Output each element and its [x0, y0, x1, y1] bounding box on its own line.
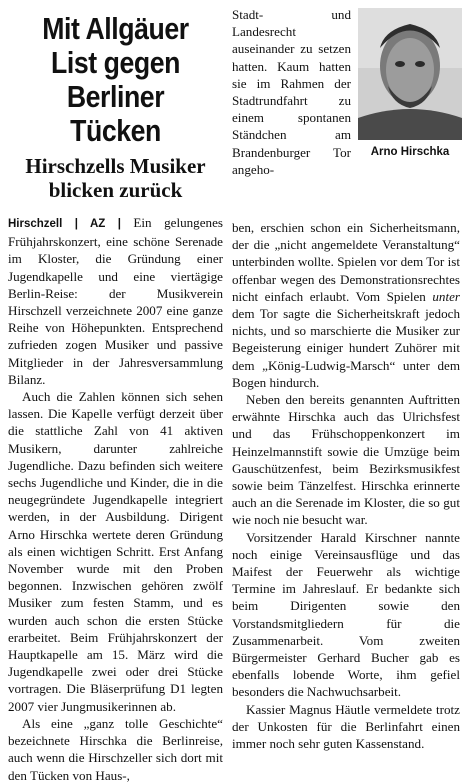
portrait-photo: [358, 8, 462, 140]
paragraph-2: Auch die Zahlen können sich sehen lassen. Die Kapelle verfügt derzeit über die stattliche Zahl von 41 aktiven Musikern, darunter zahlreiche Jugendliche. Dazu befinden sich weitere sechs Jugendliche und Kinder, die in die neugegründete Jugendkapelle integriert werden, in der Ausbildung. Dirigent Arno Hirschka wertete deren Gründung als einen wichtigen Schritt. Erst Anfang November wurde mit den Proben begonnen. Inzwischen gehören zwölf Musiker zum festen Stamm, und es wurden auch schon die ersten Stücke erarbeitet. Beim Frühjahrskonzert der Hauptkapelle am 15. März wird die Jugendkapelle zwei oder drei Stücke vortragen. Die Bläserprüfung D1 legten 2007 vier Jungmusikerinnen ab.: [8, 389, 223, 714]
paragraph-4: [232, 219, 460, 391]
paragraph-4-emphasis: unter: [432, 288, 460, 304]
paragraph-4-pre: ben, erschien schon ein Sicherheitsmann, der die „nicht angemeldete Veranstaltung“ unterbinden wollte. Spielen vor dem Tor ist offenbar wegen des Demonstrationsrechtes nicht einfach erlaubt. Vom Spielen: [232, 220, 460, 304]
article-body-left: [8, 214, 223, 784]
left-column: [8, 12, 223, 784]
paragraph-3: Als eine „ganz tolle Geschichte“ bezeichnete Hirschka die Berlinreise, auch wenn die Hirschzeller sich dort mit den Tücken von Haus-,: [8, 715, 223, 783]
headline-line-3: Berliner Tücken: [66, 79, 165, 148]
paragraph-1: [8, 214, 223, 388]
headline-line-1: Mit Allgäuer: [42, 11, 189, 46]
paragraph-5: Neben den bereits genannten Auftritten erwähnte Hirschka auch das Ulrichsfest und das Frühschoppenkonzert im Heinzelmannstift sowie die Umzüge beim Gauschützenfest, beim Bezirksmusikfest sowie beim Tänzelfest. Hirschka erinnerte auch an die Serenade im Kloster, die so gut wie noch nie besucht war.: [232, 392, 460, 528]
paragraph-3-continued: Stadt- und Landesrecht auseinander zu setzen hatten. Kaum hatten sie im Rahmen der Stadtrundfahrt zu einem spontanen Ständchen am Brandenburger Tor angeho-: [232, 7, 351, 177]
article-subheadline: [8, 154, 223, 202]
article-headline: [23, 12, 208, 148]
headline-line-2: List gegen: [50, 45, 180, 80]
photo-caption: Arno Hirschka: [370, 146, 450, 158]
article-body-right: [232, 219, 460, 752]
middle-column: [232, 6, 351, 178]
paragraph-4-post: dem Tor sagte die Sicherheitskraft jedoch nichts, und so marschierte die Musiker zur Begeisterung einiger hundert Zuhörer mit dem „König-Ludwig-Marsch“ unter dem Bogen hindurch.: [232, 306, 460, 390]
subheadline-line-2: blicken zurück: [48, 178, 183, 202]
dateline: Hirschzell | AZ |: [8, 218, 121, 230]
paragraph-1-text: Ein gelungenes Frühjahrskonzert, eine schöne Serenade im Kloster, die Gründung einer Jugendkapelle und eine viertägige Berlin-Reise: der Musikverein Hirschzell verzeichnete 2007 eine ganze Reihe von Höhepunkten. Entsprechend zufrieden zogen Musiker und passive Mitglieder in der Jahresversammlung Bilanz.: [8, 215, 223, 387]
paragraph-6: Vorsitzender Harald Kirschner nannte noch einige Vereinsausflüge und das Maifest der Feuerwehr als wichtige Termine im Jahreslauf. Er bedankte sich beim Dirigenten sowie den Vorstandsmitgliedern für die Zusammenarbeit. Vom zweiten Bürgermeister Gerhard Bucher gab es ebenfalls lobende Worte, ihm gefiel besonders die Nachwuchsarbeit.: [232, 529, 460, 700]
right-column: [232, 219, 460, 752]
photo-block: [358, 8, 462, 158]
portrait-image: [358, 8, 462, 140]
subheadline-line-1: Hirschzells Musiker: [25, 154, 206, 178]
paragraph-7: Kassier Magnus Häutle vermeldete trotz der Unkosten für die Berlinfahrt einen immer noch sehr guten Kassenstand.: [232, 701, 460, 752]
